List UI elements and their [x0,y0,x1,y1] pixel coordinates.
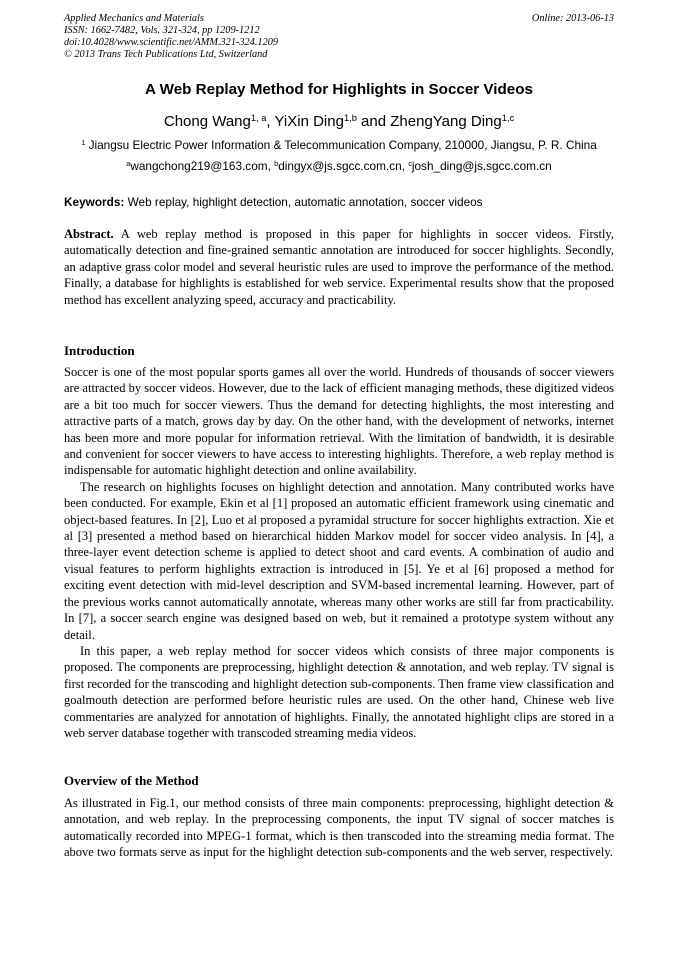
abstract-label: Abstract. [64,227,114,241]
author-name: ZhengYang Ding [390,113,502,130]
paper-title: A Web Replay Method for Highlights in Soccer Videos [145,81,533,98]
keywords-text: Web replay, highlight detection, automatic annotation, soccer videos [127,195,483,209]
paragraph: In this paper, a web replay method for soccer videos which consists of three major components is proposed. The components are preprocessing, highlight detection & annotation, and web replay. TV signal is first recorded for the transcoding and highlight detection sub-components. Then frame view classification and goalmouth detection are performed before heuristic rules are used. On the other hand, Chinese web live commentaries are analyzed for annotation of highlights. Finally, the annotated highlight clips are stored in a web server database together with transcoded streaming media videos. [64,643,614,740]
email-address: josh_ding@js.sgcc.com.cn [411,159,552,173]
abstract [64,226,614,308]
affiliation [62,138,616,152]
online-date: Online: 2013-06-13 [531,13,614,24]
author-separator: , [266,113,275,130]
issn-line: ISSN: 1662-7482, Vols. 321-324, pp 1209-1212 [64,25,260,36]
keywords [64,195,616,209]
email-mark: c [408,158,412,168]
paragraph: The research on highlights focuses on highlight detection and annotation. Many contributed works have been conducted. For example, Ekin et al [1] proposed an automatic efficient framework using cinematic and object-based features. In [2], Luo et al proposed a pyramidal structure for soccer highlights extraction. Xie et al [3] presented a method based on hierarchical hidden Markov model for soccer video analysis. In [4], a three-layer event detection scheme is applied to detect shoot and card events. A combination of audio and visual features to perform highlights extraction is introduced in [5]. Ye et al [6] proposed a method for exciting event detection with mid-level description and SVM-based incremental learning. However, part of the previous works cannot automatically annotate, whereas many other works are still far from practicability. In [7], a soccer search engine was designed based on web, but it remained a prototype system without any detail. [64,479,614,642]
author-affiliation-mark: 1,c [501,112,515,123]
copyright-line: © 2013 Trans Tech Publications Ltd, Switzerland [64,49,268,60]
email-address: dingyx@js.sgcc.com.cn [278,159,402,173]
affiliation-mark: 1 [81,137,86,147]
paragraph: As illustrated in Fig.1, our method consists of three main components: preprocessing, highlight detection & annotation, and web replay. In the preprocessing components, the input TV signal of soccer matches is automatically recorded into MPEG-1 format, which is then transcoded into the streaming media format. The above two formats serve as input for the highlight detection sub-components and the web server, respectively. [64,796,614,860]
abstract-text: A web replay method is proposed in this paper for highlights in soccer videos. Firstly, automatically detection and fine-grained semantic annotation are introduced for soccer highlights. Secondly, an adaptive grass color model and several heuristic rules are used to improve the performance of the method. Finally, a database for highlights is established for web service. Experimental results show that the proposed method has excellent analyzing speed, accuracy and practicability. [64,227,614,307]
introduction-section [64,364,614,741]
email-mark: b [274,158,279,168]
author-name: Chong Wang [163,113,251,130]
paragraph: Soccer is one of the most popular sports games all over the world. Hundreds of thousands of soccer viewers are attracted by soccer videos. However, due to the lack of efficient managing methods, these digitized videos are a bit too much for soccer viewers. Thus the demand for detecting highlights, the most interesting and attractive parts of a match, grows day by day. On the other hand, with the development of networks, internet has been more and more popular for information retrieval. With the limitation of bandwidth, it is desirable and convenient for soccer viewers to have access to interesting highlights. Therefore, a web replay method is indispensable for automatic highlight detection and online availability. [64,365,614,478]
doi-line: doi:10.4028/www.scientific.net/AMM.321-324.1209 [64,37,279,48]
keywords-label: Keywords: [64,195,125,209]
affiliation-text: Jiangsu Electric Power Information & Telecommunication Company, 210000, Jiangsu, P. R. China [88,138,597,152]
author-affiliation-mark: 1,b [343,112,357,123]
email-address: wangchong219@163.com [130,159,268,173]
overview-section [64,795,614,861]
journal-name: Applied Mechanics and Materials [64,13,204,24]
author-affiliation-mark: 1, a [250,112,267,123]
email-mark: a [126,158,131,168]
author-separator: and [356,113,391,130]
journal-header [64,13,464,61]
section-heading-introduction: Introduction [64,343,135,358]
author-list [0,113,678,130]
section-heading-overview: Overview of the Method [64,773,199,788]
author-name: YiXin Ding [274,113,344,130]
email-list: $^a$wangchong219@163.com, $^b$dingyx@js.sgcc.com.cn, $^c$josh_ding@js.sgcc.com.cn [126,158,552,173]
